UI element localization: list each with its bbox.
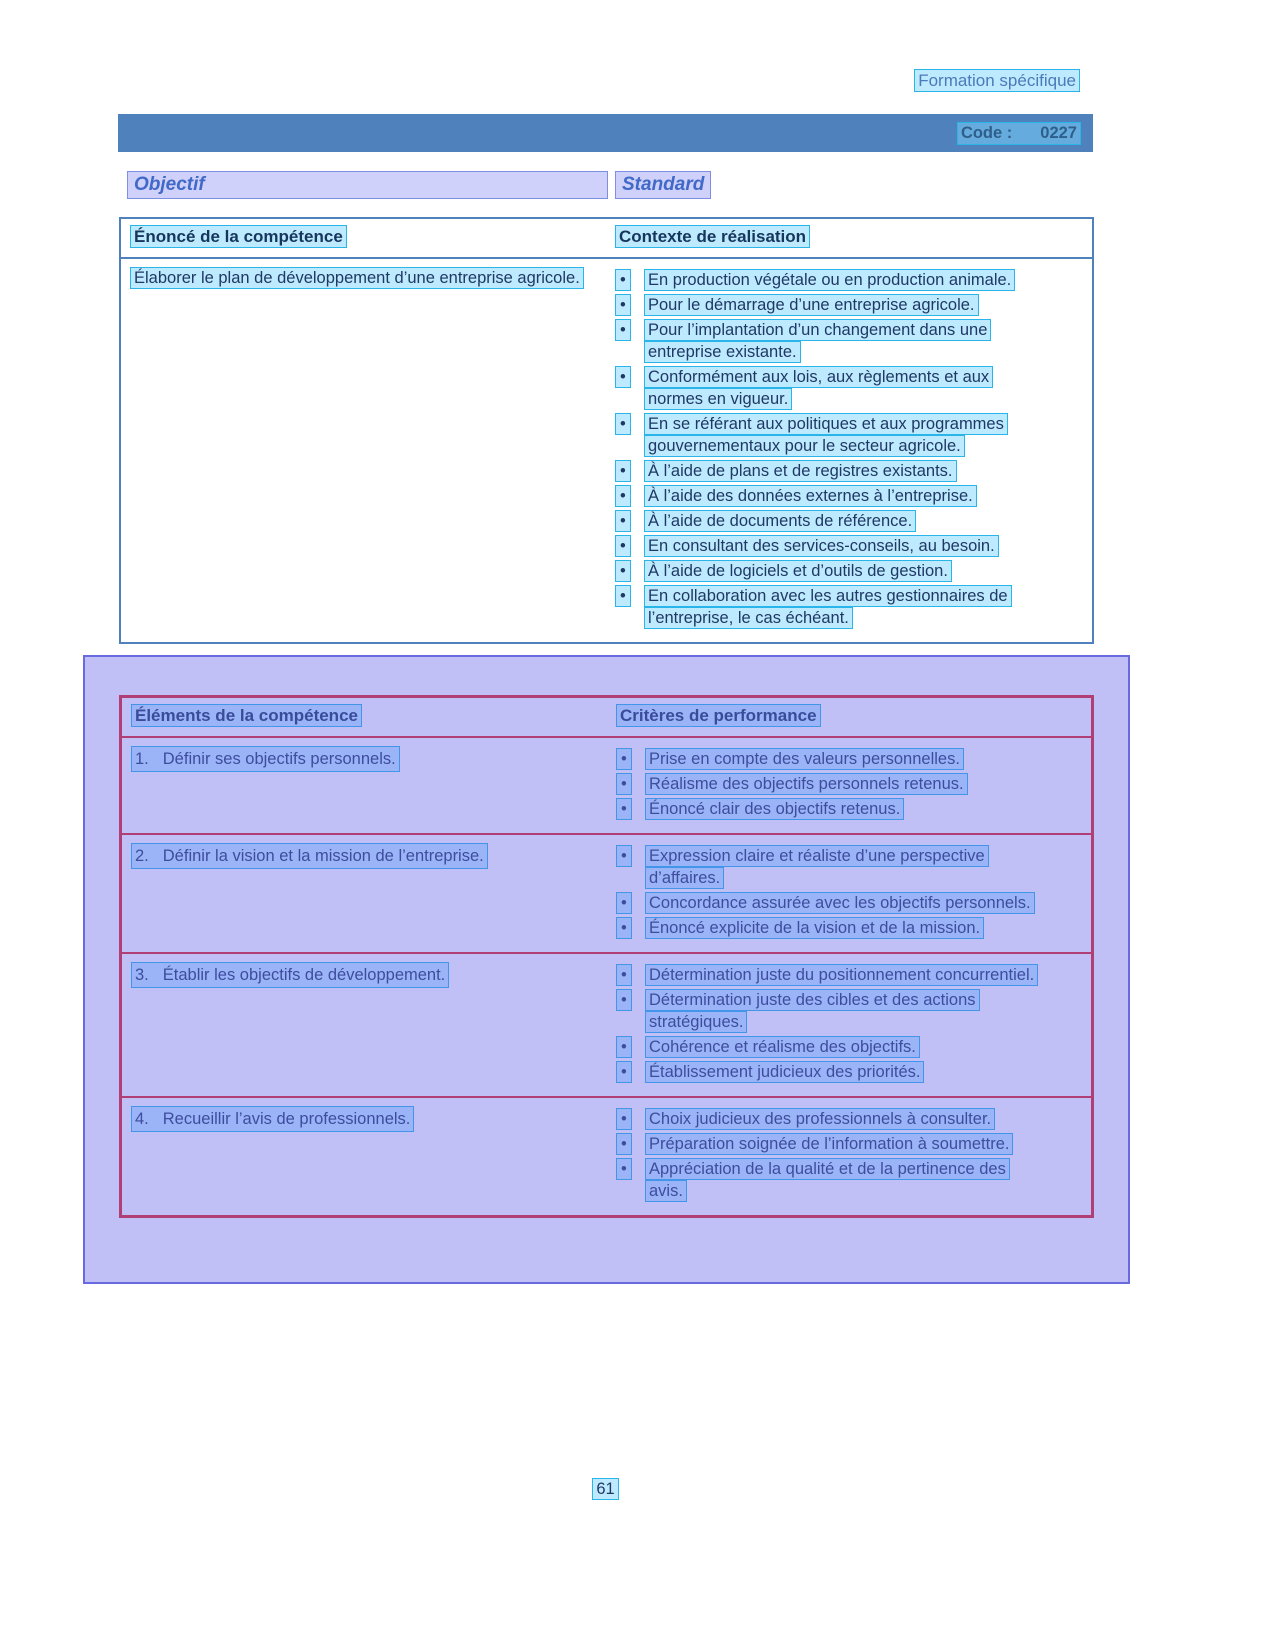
criteria-item-text: Appréciation de la qualité et de la pertinence des avis. — [645, 1158, 1010, 1202]
elements-row-3 — [122, 954, 1091, 1098]
context-item — [614, 485, 1048, 507]
context-item-text: Pour le démarrage d’une entreprise agricole. — [644, 294, 979, 316]
criteria-list — [615, 845, 1047, 939]
criteria-item — [615, 917, 1047, 939]
elements-col2-header: Critères de performance — [616, 704, 821, 727]
elements-row-1 — [122, 738, 1091, 835]
criteria-item — [615, 1158, 1047, 1202]
elements-table-header — [122, 698, 1091, 738]
standard-heading-band — [615, 171, 711, 199]
objectif-heading-band — [127, 171, 608, 199]
context-item — [614, 319, 1048, 363]
context-item-text: Conformément aux lois, aux règlements et aux normes en vigueur. — [644, 366, 993, 410]
criteria-item-text: Préparation soignée de l’information à soumettre. — [645, 1133, 1013, 1155]
context-item-text: À l’aide de plans et de registres existants. — [644, 460, 957, 482]
context-item — [614, 510, 1048, 532]
context-item-text: En consultant des services-conseils, au besoin. — [644, 535, 999, 557]
competence-col1-header: Énoncé de la compétence — [130, 225, 347, 248]
competence-col2-header: Contexte de réalisation — [615, 225, 810, 248]
criteria-item — [615, 892, 1047, 914]
context-item — [614, 413, 1048, 457]
elements-row-4 — [122, 1098, 1091, 1215]
criteria-list — [615, 964, 1047, 1083]
context-item — [614, 535, 1048, 557]
code-value: 0227 — [1040, 123, 1077, 142]
element-number: 4. — [135, 1110, 149, 1128]
element-label: Définir la vision et la mission de l’entreprise. — [162, 847, 484, 865]
criteria-item — [615, 798, 1047, 820]
context-item-text: Pour l’implantation d’un changement dans une entreprise existante. — [644, 319, 991, 363]
competence-table — [119, 217, 1094, 644]
element-item — [131, 746, 400, 772]
criteria-item-text: Prise en compte des valeurs personnelles. — [645, 748, 964, 770]
page-number: 61 — [592, 1478, 618, 1500]
criteria-item — [615, 1036, 1047, 1058]
section-heading-row — [127, 171, 1093, 201]
category-label: Formation spécifique — [914, 69, 1080, 92]
context-item-text: En production végétale ou en production animale. — [644, 269, 1015, 291]
code-bar — [118, 114, 1093, 152]
element-label: Établir les objectifs de développement. — [162, 966, 446, 984]
criteria-item — [615, 748, 1047, 770]
element-number: 1. — [135, 750, 149, 768]
context-item — [614, 269, 1048, 291]
context-item — [614, 585, 1048, 629]
criteria-item — [615, 964, 1047, 986]
context-item-text: En collaboration avec les autres gestionnaires de l’entreprise, le cas échéant. — [644, 585, 1012, 629]
context-item-text: À l’aide de logiciels et d’outils de gestion. — [644, 560, 952, 582]
criteria-item — [615, 1108, 1047, 1130]
competence-table-body — [121, 259, 1092, 642]
criteria-item — [615, 989, 1047, 1033]
criteria-list — [615, 748, 1047, 820]
criteria-item-text: Choix judicieux des professionnels à consulter. — [645, 1108, 995, 1130]
context-list — [614, 269, 1048, 629]
criteria-item — [615, 1133, 1047, 1155]
criteria-item-text: Concordance assurée avec les objectifs personnels. — [645, 892, 1035, 914]
element-label: Définir ses objectifs personnels. — [162, 750, 396, 768]
code-label: Code : — [960, 123, 1013, 142]
criteria-item-text: Détermination juste des cibles et des actions stratégiques. — [645, 989, 980, 1033]
element-number: 2. — [135, 847, 149, 865]
criteria-item — [615, 845, 1047, 889]
elements-row-2 — [122, 835, 1091, 954]
context-item-text: En se référant aux politiques et aux programmes gouvernementaux pour le secteur agricole. — [644, 413, 1008, 457]
criteria-item-text: Réalisme des objectifs personnels retenus. — [645, 773, 968, 795]
criteria-item-text: Expression claire et réaliste d’une perspective d’affaires. — [645, 845, 989, 889]
criteria-item — [615, 773, 1047, 795]
context-item — [614, 366, 1048, 410]
standard-heading: Standard — [622, 174, 705, 195]
criteria-item-text: Établissement judicieux des priorités. — [645, 1061, 924, 1083]
context-item — [614, 294, 1048, 316]
criteria-list — [615, 1108, 1047, 1202]
criteria-item-text: Énoncé clair des objectifs retenus. — [645, 798, 904, 820]
elements-table — [119, 695, 1094, 1218]
elements-col1-header: Éléments de la compétence — [131, 704, 362, 727]
element-label: Recueillir l’avis de professionnels. — [162, 1110, 411, 1128]
footer — [118, 1480, 1093, 1499]
context-item — [614, 560, 1048, 582]
objectif-heading: Objectif — [134, 174, 205, 195]
criteria-item-text: Cohérence et réalisme des objectifs. — [645, 1036, 920, 1058]
category-line — [118, 71, 1080, 91]
context-item — [614, 460, 1048, 482]
element-item — [131, 962, 449, 988]
criteria-item-text: Énoncé explicite de la vision et de la mission. — [645, 917, 984, 939]
criteria-item-text: Détermination juste du positionnement concurrentiel. — [645, 964, 1038, 986]
context-item-text: À l’aide des données externes à l’entreprise. — [644, 485, 977, 507]
competence-statement: Élaborer le plan de développement d’une entreprise agricole. — [130, 267, 584, 289]
criteria-item — [615, 1061, 1047, 1083]
element-item — [131, 1106, 414, 1132]
element-number: 3. — [135, 966, 149, 984]
code-box — [957, 122, 1081, 145]
element-item — [131, 843, 488, 869]
competence-table-header — [121, 219, 1092, 259]
context-item-text: À l’aide de documents de référence. — [644, 510, 916, 532]
